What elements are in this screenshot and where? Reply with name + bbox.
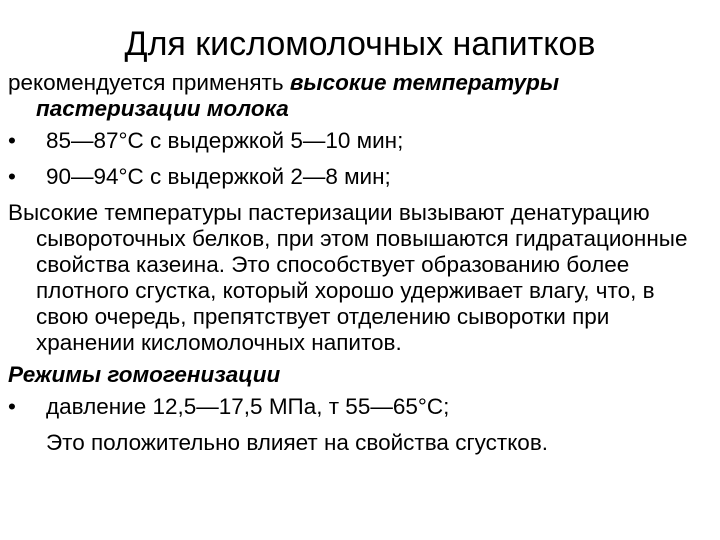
- slide-title: Для кисломолочных напитков: [124, 25, 596, 63]
- bullet-item-homog-1: [8, 394, 712, 420]
- bullet-text: 90—94°С с выдержкой 2—8 мин;: [46, 164, 391, 189]
- bullet-icon: •: [8, 164, 16, 189]
- bullet-icon: •: [8, 394, 16, 419]
- intro-paragraph: [8, 70, 712, 122]
- intro-emphasis: высокие температуры пастеризации молока: [36, 70, 560, 121]
- slide-body: [8, 70, 712, 456]
- pasteurization-paragraph: Высокие температуры пастеризации вызывают денатурацию сывороточных белков, при этом повышаются гидратационные свойства казеина. Это способствует образованию более плотного сгустка, который хорошо удерживает влагу, что, в свою очередь, препятствует отделению сыворотки при хранении кисломолочных напитов.: [8, 200, 688, 355]
- bullet-item-temp-2: [8, 164, 712, 190]
- bullet-text: 85—87°С с выдержкой 5—10 мин;: [46, 128, 404, 153]
- section-heading: Режимы гомогенизации: [8, 362, 281, 387]
- closing-text: Это положительно влияет на свойства сгустков.: [46, 430, 549, 455]
- intro-text: рекомендуется применять: [8, 70, 290, 95]
- bullet-icon: •: [8, 128, 16, 153]
- bullet-item-temp-1: [8, 128, 712, 154]
- bullet-text: давление 12,5—17,5 МПа, т 55—65°С;: [46, 394, 450, 419]
